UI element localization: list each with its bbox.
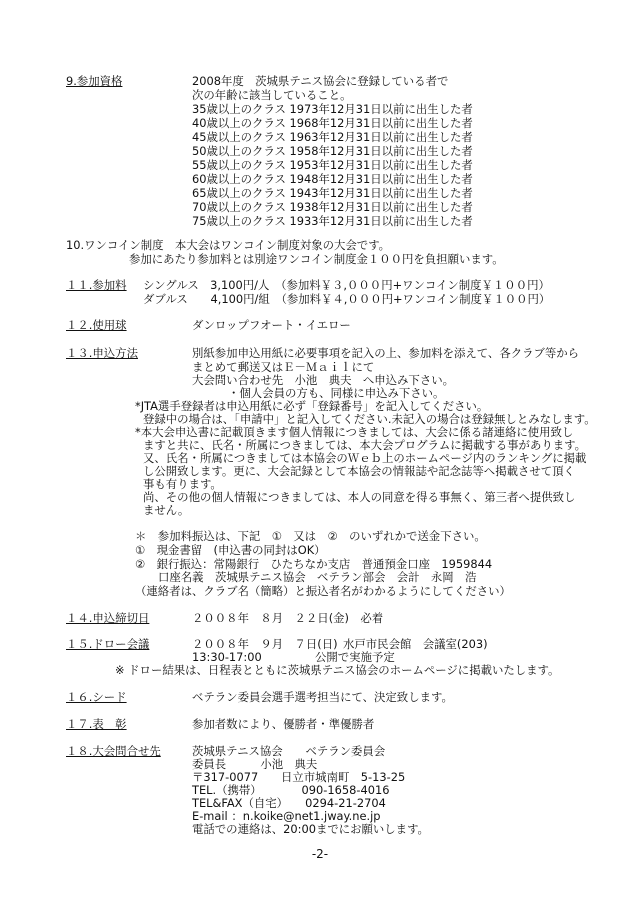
section-10-line-1: 10.ワンコイン制度 本大会はワンコイン制度対象の大会です。 <box>66 238 391 252</box>
draw-public: 公開で実施予定 <box>315 650 395 664</box>
contact-mobile: TEL.（携帯） 090-1658-4016 <box>192 783 390 797</box>
contact-address: 〒317-0077 日立市城南町 5-13-25 <box>192 770 406 784</box>
draw-venue: 水戸市民会館 会議室(203) <box>343 637 488 651</box>
page-number: -2- <box>311 847 329 861</box>
section-15-label: １５.ドロー会議 <box>66 637 150 651</box>
s13-privacy-7: ません。 <box>143 503 190 517</box>
contact-tel-fax: TEL&FAX（自宅） 0294-21-2704 <box>192 796 386 810</box>
s13-privacy-1: *本大会申込書に記載頂きます個人情報につきましては、大会に係る諸連絡に使用致し <box>135 425 574 439</box>
awards-text: 参加者数により、優勝者・準優勝者 <box>192 717 375 731</box>
s13-payment-option-2: ② 銀行振込：常陽銀行 ひたちなか支店 普通預金口座 1959844 <box>135 557 493 571</box>
s13-line-1: 別紙参加申込用紙に必要事項を記入の上、参加料を添えて、各クラブ等から <box>192 346 580 360</box>
age-class-45: 45歳以上のクラス 1963年12月31日以前に出生した者 <box>192 130 473 144</box>
draw-date: ２００８年 ９月 ７日(日) <box>192 637 338 651</box>
section-17-label: １７.表 彰 <box>66 717 127 731</box>
s13-line-2: まとめて郵送又はＥ－Ｍａｉｌにて <box>192 360 375 374</box>
section-12-label: １２.使用球 <box>66 318 127 332</box>
s13-payment-note: ＊ 参加料振込は、下記 ① 又は ② のいずれかで送金下さい。 <box>135 529 486 543</box>
fee-singles: シングルス 3,100円/人 （参加料￥３,０００円+ワンコイン制度￥１００円） <box>143 278 550 292</box>
draw-result-note: ※ ドロー結果は、日程表とともに茨城県テニス協会のホームページに掲載いたします。 <box>115 663 560 677</box>
draw-time: 13:30-17:00 <box>192 650 262 664</box>
s13-jta-note: *JTA選手登録者は申込用紙に必ず「登録番号」を記入してください。 <box>135 399 489 413</box>
contact-chair: 委員長 小池 典夫 <box>192 757 318 771</box>
s13-privacy-5: 事も有ります。 <box>143 477 222 491</box>
s13-line-3: 大会問い合わせ先 小池 典夫 へ申込み下さい。 <box>192 373 454 387</box>
contact-phone-note: 電話での連絡は、20:00までにお願いします。 <box>192 822 429 836</box>
s13-privacy-2: ますと共に、氏名・所属につきましては、本大会プログラムに掲載する事があります。 <box>143 438 586 452</box>
age-class-50: 50歳以上のクラス 1958年12月31日以前に出生した者 <box>192 144 473 158</box>
section-13-label: １３.申込方法 <box>66 346 138 360</box>
section-18-label: １８.大会問合せ先 <box>66 744 161 758</box>
section-9-label: 9.参加資格 <box>66 74 123 88</box>
age-class-60: 60歳以上のクラス 1948年12月31日以前に出生した者 <box>192 172 473 186</box>
s13-payment-option-1: ① 現金書留 (申込書の同封はOK） <box>135 543 326 557</box>
age-class-55: 55歳以上のクラス 1953年12月31日以前に出生した者 <box>192 158 473 172</box>
s13-jta-note-2: 登録中の場合は、「申請中」と記入してください.未記入の場合は登録無しとみなします。 <box>143 412 596 426</box>
deadline: ２００８年 ８月 ２２日(金) 必着 <box>192 611 384 625</box>
s13-contact-note: （連絡者は、クラブ名（簡略）と振込者名がわかるようにしてください） <box>135 584 511 598</box>
age-class-65: 65歳以上のクラス 1943年12月31日以前に出生した者 <box>192 186 473 200</box>
age-class-40: 40歳以上のクラス 1968年12月31日以前に出生した者 <box>192 116 473 130</box>
contact-email: E-mail ：n.koike@net1.jway.ne.jp <box>192 809 381 823</box>
ball-type: ダンロップフオート・イエロー <box>192 318 351 332</box>
s9-line-2: 次の年齢に該当していること。 <box>192 88 352 102</box>
age-class-70: 70歳以上のクラス 1938年12月31日以前に出生した者 <box>192 200 473 214</box>
section-16-label: １６.シード <box>66 690 127 704</box>
age-class-75: 75歳以上のクラス 1933年12月31日以前に出生した者 <box>192 214 473 228</box>
s9-line-1: 2008年度 茨城県テニス協会に登録している者で <box>192 74 449 88</box>
seed-text: ベテラン委員会選手選考担当にて、決定致します。 <box>192 690 453 704</box>
s13-privacy-6: 尚、その他の個人情報につきましては、本人の同意を得る事無く、第三者へ提供致し <box>143 490 576 504</box>
s13-privacy-3: 又、氏名・所属につきましては本協会のＷｅｂ上のホームページ内のランキングに掲載 <box>143 451 587 465</box>
section-10-line-2: 参加にあたり参加料とは別途ワンコイン制度金１００円を負担願います。 <box>129 252 504 266</box>
fee-doubles: ダブルス 4,100円/組 （参加料￥４,０００円+ワンコイン制度￥１００円） <box>143 292 551 306</box>
section-14-label: １４.申込締切日 <box>66 611 150 625</box>
s13-line-4: ・個人会員の方も、同様に申込み下さい。 <box>228 386 445 400</box>
contact-org: 茨城県テニス協会 ベテラン委員会 <box>192 744 386 758</box>
age-class-35: 35歳以上のクラス 1973年12月31日以前に出生した者 <box>192 102 473 116</box>
s13-privacy-4: し公開致します。更に、大会記録として本協会の情報誌や記念誌等へ掲載させて頂く <box>143 464 575 478</box>
section-11-label: １１.参加料 <box>66 278 127 292</box>
s13-account-holder: 口座名義 茨城県テニス協会 ベテラン部会 会計 永岡 浩 <box>158 570 477 584</box>
